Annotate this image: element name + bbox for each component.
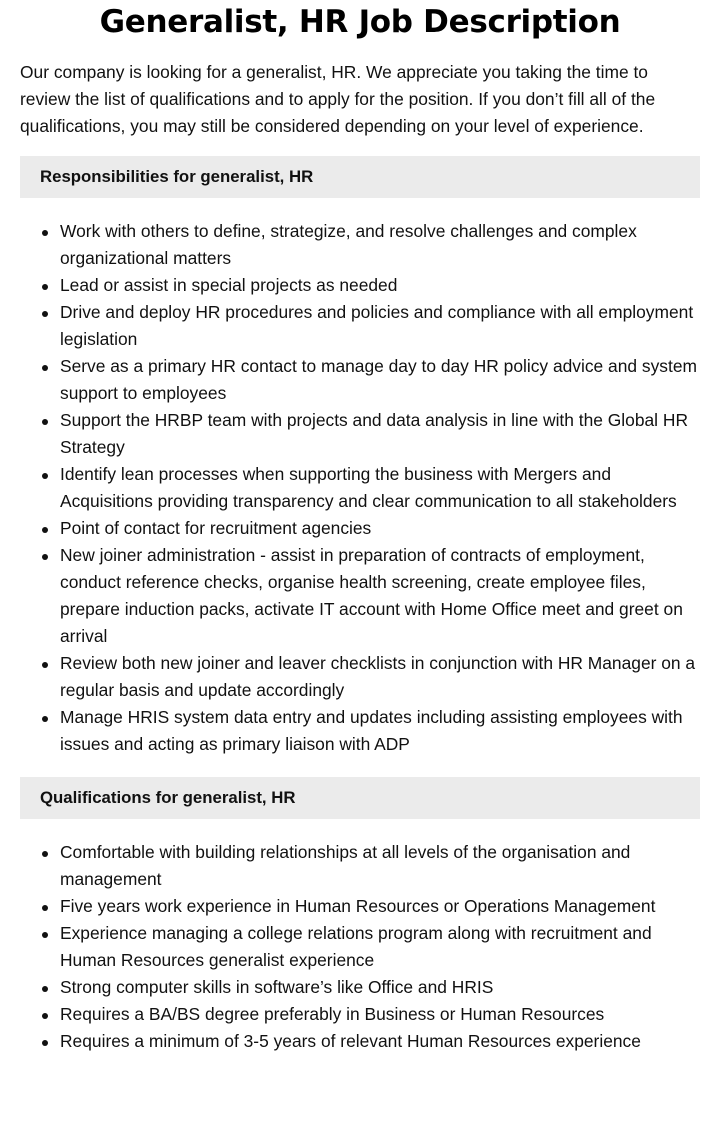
bullet-icon <box>42 365 48 371</box>
list-item-text: Strong computer skills in software’s like Office and HRIS <box>60 977 494 997</box>
list-item <box>20 704 700 758</box>
list-item <box>20 461 700 515</box>
list-item-text: Drive and deploy HR procedures and policies and compliance with all employment legislation <box>60 302 694 349</box>
list-item-text: Work with others to define, strategize, and resolve challenges and complex organizational matters <box>60 221 637 268</box>
list-item <box>20 299 700 353</box>
list-item-text: Identify lean processes when supporting the business with Mergers and Acquisitions providing transparency and clear communication to all stakeholders <box>60 464 677 511</box>
list-item <box>20 272 700 299</box>
responsibilities-list <box>20 218 700 758</box>
bullet-icon <box>42 986 48 992</box>
qualifications-list <box>20 839 700 1055</box>
list-item <box>20 920 700 974</box>
list-item <box>20 542 700 650</box>
qualifications-heading: Qualifications for generalist, HR <box>20 777 700 819</box>
list-item-text: Lead or assist in special projects as needed <box>60 275 398 295</box>
bullet-icon <box>42 284 48 290</box>
list-item-text: Experience managing a college relations program along with recruitment and Human Resources generalist experience <box>60 923 652 970</box>
list-item-text: Support the HRBP team with projects and data analysis in line with the Global HR Strategy <box>60 410 688 457</box>
list-item-text: Requires a minimum of 3-5 years of relevant Human Resources experience <box>60 1031 641 1051</box>
list-item-text: Five years work experience in Human Resources or Operations Management <box>60 896 656 916</box>
list-item <box>20 515 700 542</box>
list-item <box>20 974 700 1001</box>
bullet-icon <box>42 473 48 479</box>
list-item-text: Manage HRIS system data entry and updates including assisting employees with issues and acting as primary liaison with ADP <box>60 707 683 754</box>
list-item-text: Comfortable with building relationships at all levels of the organisation and management <box>60 842 631 889</box>
responsibilities-heading: Responsibilities for generalist, HR <box>20 156 700 198</box>
bullet-icon <box>42 716 48 722</box>
list-item-text: Point of contact for recruitment agencies <box>60 518 372 538</box>
list-item-text: Serve as a primary HR contact to manage day to day HR policy advice and system support to employees <box>60 356 697 403</box>
intro-paragraph: Our company is looking for a generalist, HR. We appreciate you taking the time to review the list of qualifications and to apply for the position. If you don’t fill all of the qualifications, you may still be considered depending on your level of experience. <box>20 62 656 136</box>
list-item <box>20 218 700 272</box>
list-item <box>20 1028 700 1055</box>
list-item-text: New joiner administration - assist in preparation of contracts of employment, conduct reference checks, organise health screening, create employee files, prepare induction packs, activate IT account with Home Office meet and greet on arrival <box>60 545 683 646</box>
list-item <box>20 839 700 893</box>
bullet-icon <box>42 554 48 560</box>
bullet-icon <box>42 662 48 668</box>
page-title: Generalist, HR Job Description <box>99 4 621 40</box>
bullet-icon <box>42 851 48 857</box>
bullet-icon <box>42 1013 48 1019</box>
bullet-icon <box>42 527 48 533</box>
list-item-text: Requires a BA/BS degree preferably in Business or Human Resources <box>60 1004 605 1024</box>
bullet-icon <box>42 419 48 425</box>
list-item <box>20 650 700 704</box>
bullet-icon <box>42 1040 48 1046</box>
bullet-icon <box>42 905 48 911</box>
list-item <box>20 1001 700 1028</box>
list-item-text: Review both new joiner and leaver checklists in conjunction with HR Manager on a regular basis and update accordingly <box>60 653 696 700</box>
bullet-icon <box>42 311 48 317</box>
bullet-icon <box>42 932 48 938</box>
list-item <box>20 353 700 407</box>
list-item <box>20 893 700 920</box>
bullet-icon <box>42 230 48 236</box>
list-item <box>20 407 700 461</box>
